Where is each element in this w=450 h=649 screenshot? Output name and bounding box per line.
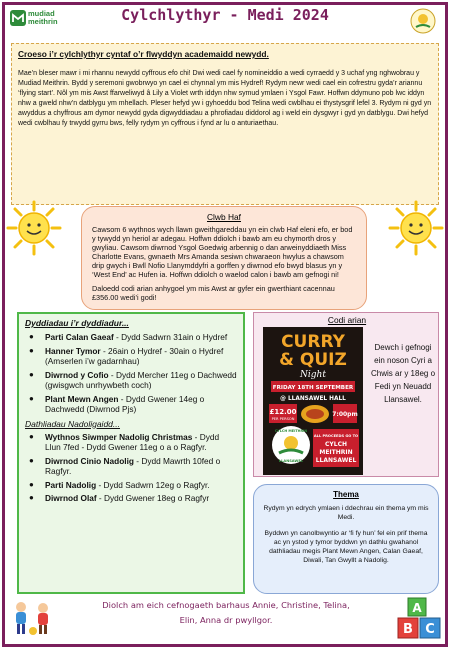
list-item: ● Parti Calan Gaeaf - Dydd Sadwrn 31ain o Hydref: [29, 332, 228, 342]
poster-org-2: LLANSAWEL: [278, 459, 304, 463]
children-playing-icon: [8, 598, 58, 638]
page-title: Cylchlythyr - Medi 2024: [121, 6, 329, 24]
poster-proceeds-org-1: CYLCH: [325, 441, 347, 448]
clwb-haf-heading: Clwb Haf: [207, 212, 241, 222]
christmas-heading: Dathliadau Nadoligaidd...: [25, 418, 120, 429]
poster-proceeds: ALL PROCEEDS GO TO: [313, 434, 359, 438]
list-item: ● Diwrnod y Cofio - Dydd Mercher 11eg o Dachwedd (gwisgwch unrhywbeth coch): [29, 369, 237, 390]
intro-body: Mae’n bleser mawr i mi rhannu newydd cyffrous efo chi! Dwi wedi cael fy nomineiddio a wedi cyrraedd y 3 uchaf yng nghwobrau y Mudiad Meithrin. Bydd y seremoni gwobrwyo yn cael ei chynnal ym mis Hydref! Rydym newr wedi cael ein cofrestru gyda’r ariannu ‘flying start’. Nôl ym mis Awst ffarweliwyd â Lily a Violet wrth iddyn nhw symud ymlaen i Ysgol Fawr. Hoffwn ddymuno pob lwc iddyn nhw a gweld nhw’n datblygu ym mhellach. Pleser hefyd yw i gyhoeddu bod Telina wedi cwblhau ei thystysgrif lefel 3. Rydym ni gyd yn awyddus a chyffrous am dymor newydd gyda digwyddiadau a phrofiadau diddorol ag i weld ein dysgwyr i gyd yn datblygu. Dwi hefyd wedi cwblhau fy trwydd gyrru bws, felly rydym yn cyffrous i fynd ar lu o anturiaethau.: [18, 70, 432, 127]
christmas-list: [25, 432, 237, 504]
poster-venue: @ LLANSAWEL HALL: [280, 396, 346, 402]
dates-section: [17, 312, 245, 594]
poster-line-3: Night: [300, 370, 326, 380]
poster-line-1: CURRY: [281, 332, 345, 352]
poster-line-2: & QUIZ: [279, 350, 347, 370]
thema-body-1: Rydym yn edrych ymlaen i ddechrau ein thema ym mis Medi.: [263, 505, 429, 521]
abc-blocks-icon: [396, 596, 442, 640]
codi-arian-section: [253, 312, 439, 477]
svg-text:C: C: [425, 622, 435, 637]
poster-org-1: CYLCH MEITHRIN: [274, 429, 308, 433]
svg-text:A: A: [412, 601, 422, 615]
thema-body-2: Byddwn yn canolbwyntio ar ‘fi fy hun’ fel ein prif thema ac yn ystod y tymor byddwn yn dathlu gwahanol dathliadau megis Plant Mewn Angen, Calan Gaeaf, Diwali, Tan Gwyllt a Nadolig.: [264, 530, 428, 564]
dates-list: [25, 332, 237, 415]
svg-text:B: B: [403, 622, 413, 637]
thema-section: [253, 484, 439, 594]
poster-time: 7:00pm: [332, 411, 358, 418]
poster-date: FRIDAY 18TH SEPTEMBER: [272, 385, 354, 391]
sun-icon: [6, 200, 62, 256]
footer-thanks: Diolch am eich cefnogaeth barhaus Annie, Christine, Telina, Elin, Anna dr pwyllgor.: [102, 600, 350, 625]
dates-heading: Dyddiadau i’r dyddiadur...: [25, 318, 129, 328]
logo-text: mudiad meithrin: [28, 9, 58, 26]
clwb-haf-fundraising: Daloedd codi arian anhygoel ym mis Awst ar gyfer ein gwerthiant cacennau £356.00 wedi’i godi!: [92, 284, 335, 302]
list-item: ● Parti Nadolig - Dydd Sadwrn 12eg o Ragfyr.: [29, 479, 210, 490]
cylch-crest-icon: [410, 8, 436, 34]
intro-heading: Croeso i’r cylchlythyr cyntaf o’r flwyddyn academaidd newydd.: [18, 49, 269, 59]
clwb-haf-body: Cawsom 6 wythnos wych llawn gweithgareddau yn ein clwb Haf eleni efo, er bod y tywydd yn heriol ar adegau. Hoffwn ddiolch i bawb am eu chymorth dros y gwyliau. Cawsom diwrnod Ysgol Goedwig arbennig o dan arweinyddiaeth Miss Charlotte Evans, gwnaeth Mrs Amanda sesiwn chwaraeon hwylus a chawsom drip gwych i Bwll Nofio Llanymddyfri a gorffen y diwrnod efo bwyd blasus yn y ‘West End’ ac Hufen ia. Hoffwn ddiolch o waelod calon i bawb am gefnogi ni!: [92, 225, 353, 279]
list-item: ● Plant Mewn Angen - Dydd Gwener 14eg o Dachwedd (Diwrnod Pjs): [29, 393, 205, 414]
list-item: ● Wythnos Siwmper Nadolig Christmas - Dydd Llun 7fed - Dydd Gwener 11eg o a o Ragfyr.: [29, 431, 220, 452]
curry-quiz-poster: [263, 327, 363, 475]
list-item: ● Diwrnod Cinio Nadolig - Dydd Mawrth 10fed o Ragfyr.: [29, 455, 221, 476]
thema-heading: Thema: [333, 490, 359, 499]
poster-price-note: PER PERSON: [271, 417, 295, 421]
poster-proceeds-org-2: MEITHRIN: [319, 449, 353, 456]
list-item: ● Diwrnod Olaf - Dydd Gwener 18eg o Ragfyr: [29, 493, 210, 503]
poster-proceeds-org-3: LLANSAWEL: [315, 457, 357, 464]
clwb-haf-section: [81, 206, 367, 310]
codi-arian-heading: Codi arian: [327, 315, 367, 325]
list-item: ● Hanner Tymor - 26ain o Hydref - 30ain o Hydref (Amserlen i’w gadarnhau): [29, 345, 224, 366]
poster-price: £12.00: [269, 408, 297, 416]
intro-section: [11, 43, 439, 205]
sun-icon: [388, 200, 444, 256]
codi-arian-text: Dewch i gefnogi ein noson Cyri a Chwis ar y 18eg o Fedi yn Neuadd Llansawel.: [370, 343, 436, 404]
